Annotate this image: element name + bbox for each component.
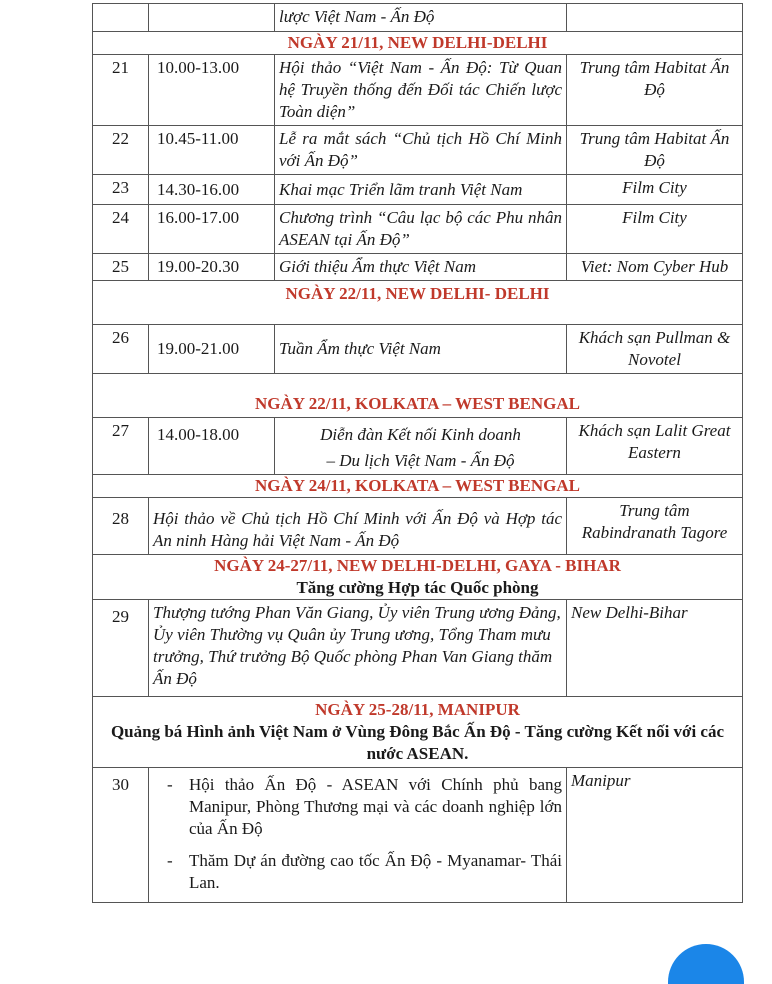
venue-cell <box>567 4 743 32</box>
event-line: – Du lịch Việt Nam - Ấn Độ <box>326 451 515 470</box>
list-item <box>153 850 562 894</box>
time-cell <box>149 4 275 32</box>
section-title: NGÀY 25-28/11, MANIPUR <box>315 700 520 719</box>
schedule-table <box>92 3 743 903</box>
row-time: 10.00-13.00 <box>149 55 275 126</box>
row-venue: Trung tâm Habitat Ấn Độ <box>567 55 743 126</box>
row-number: 22 <box>93 126 149 175</box>
row-venue: Khách sạn Pullman & Novotel <box>567 325 743 374</box>
row-time: 14.00-18.00 <box>149 418 275 475</box>
row-event: Tuần Ẩm thực Việt Nam <box>275 325 567 374</box>
section-header <box>93 475 743 498</box>
section-title: NGÀY 22/11, NEW DELHI- DELHI <box>93 281 743 325</box>
row-event: Giới thiệu Ẩm thực Việt Nam <box>275 254 567 281</box>
row-number: 26 <box>93 325 149 374</box>
row-event <box>275 418 567 475</box>
num-cell <box>93 4 149 32</box>
row-event: Khai mạc Triển lãm tranh Việt Nam <box>275 175 567 205</box>
row-event: Chương trình “Câu lạc bộ các Phu nhân ASEAN tại Ấn Độ” <box>275 205 567 254</box>
section-header <box>93 697 743 768</box>
row-number: 24 <box>93 205 149 254</box>
row-venue: Khách sạn Lalit Great Eastern <box>567 418 743 475</box>
table-row <box>93 418 743 475</box>
row-number: 23 <box>93 175 149 205</box>
section-title: NGÀY 24-27/11, NEW DELHI-DELHI, GAYA - BIHAR <box>214 556 621 575</box>
row-time: 19.00-21.00 <box>149 325 275 374</box>
row-venue: Trung tâm Habitat Ấn Độ <box>567 126 743 175</box>
table-row <box>93 175 743 205</box>
bullet-dash: - <box>167 775 173 794</box>
table-row <box>93 498 743 555</box>
section-title: NGÀY 21/11, NEW DELHI-DELHI <box>93 32 743 55</box>
row-time: 14.30-16.00 <box>149 175 275 205</box>
row-event: Hội thảo về Chủ tịch Hồ Chí Minh với Ấn Độ và Hợp tác An ninh Hàng hải Việt Nam - Ấn Độ <box>149 498 567 555</box>
row-event: Lễ ra mắt sách “Chủ tịch Hồ Chí Minh với Ấn Độ” <box>275 126 567 175</box>
event-cell: lược Việt Nam - Ấn Độ <box>275 4 567 32</box>
section-block <box>93 697 743 768</box>
list-item-text: Thăm Dự án đường cao tốc Ấn Độ - Myanamar- Thái Lan. <box>189 851 562 892</box>
section-header <box>93 281 743 325</box>
section-title: NGÀY 24/11, KOLKATA – WEST BENGAL <box>93 475 743 498</box>
row-number: 21 <box>93 55 149 126</box>
row-number: 28 <box>93 498 149 555</box>
row-time: 10.45-11.00 <box>149 126 275 175</box>
table-row <box>93 768 743 903</box>
table-row <box>93 600 743 697</box>
floating-action-button[interactable] <box>668 944 744 984</box>
table-row <box>93 55 743 126</box>
row-venue: Viet: Nom Cyber Hub <box>567 254 743 281</box>
section-subtitle: Quảng bá Hình ảnh Việt Nam ở Vùng Đông Bắc Ấn Độ - Tăng cường Kết nối với các nước ASEAN. <box>110 722 725 763</box>
row-venue: Manipur <box>567 768 743 903</box>
bullet-dash: - <box>167 851 173 870</box>
row-venue: Film City <box>567 205 743 254</box>
row-number: 27 <box>93 418 149 475</box>
table-row <box>93 205 743 254</box>
row-number: 30 <box>93 768 149 903</box>
row-venue: Film City <box>567 175 743 205</box>
table-row <box>93 126 743 175</box>
event-line: Diễn đàn Kết nối Kinh doanh <box>320 425 521 444</box>
list-item <box>153 774 562 840</box>
row-time: 19.00-20.30 <box>149 254 275 281</box>
section-block <box>93 555 743 600</box>
table-row <box>93 254 743 281</box>
row-event <box>149 768 567 903</box>
section-header <box>93 374 743 418</box>
row-event: Thượng tướng Phan Văn Giang, Ủy viên Trung ương Đảng, Ủy viên Thường vụ Quân ủy Trung ương, Tổng Tham mưu trưởng, Thứ trưởng Bộ Quốc phòng Phan Van Giang thăm Ấn Độ <box>149 600 567 697</box>
table-row <box>93 325 743 374</box>
row-event: Hội thảo “Việt Nam - Ấn Độ: Từ Quan hệ Truyền thống đến Đối tác Chiến lược Toàn diện” <box>275 55 567 126</box>
row-number: 25 <box>93 254 149 281</box>
section-header <box>93 32 743 55</box>
row-number: 29 <box>93 600 149 697</box>
row-time: 16.00-17.00 <box>149 205 275 254</box>
table-row <box>93 4 743 32</box>
section-header <box>93 555 743 600</box>
list-item-text: Hội thảo Ấn Độ - ASEAN với Chính phủ bang Manipur, Phòng Thương mại và các doanh nghiệp lớn của Ấn Độ <box>189 775 562 838</box>
section-title: NGÀY 22/11, KOLKATA – WEST BENGAL <box>93 374 743 418</box>
section-subtitle: Tăng cường Hợp tác Quốc phòng <box>296 578 539 597</box>
row-venue: Trung tâm Rabindranath Tagore <box>567 498 743 555</box>
row-venue: New Delhi-Bihar <box>567 600 743 697</box>
